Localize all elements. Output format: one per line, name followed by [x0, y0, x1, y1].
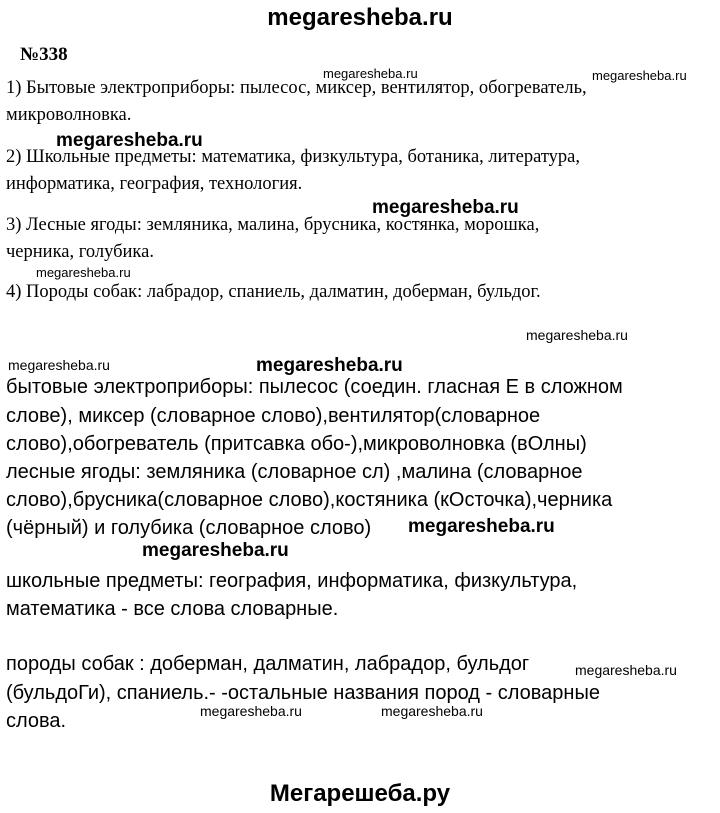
answer-line: информатика, география, технология.	[6, 174, 303, 194]
explanation-line: (бульдоГи), спаниель.- -остальные названия пород - словарные	[6, 682, 600, 704]
answer-line: 1) Бытовые электроприборы: пылесос, миксер, вентилятор, обогреватель,	[6, 78, 587, 98]
task-number: №338	[20, 44, 68, 65]
explanation-line: породы собак : доберман, далматин, лабрадор, бульдог	[6, 653, 530, 675]
answer-line: микроволновка.	[6, 105, 132, 125]
watermark: megaresheba.ru	[256, 355, 403, 376]
answer-line: 4) Породы собак: лабрадор, спаниель, далматин, доберман, бульдог.	[6, 282, 541, 302]
explanation-line: слове), миксер (словарное слово),вентилятор(словарное	[6, 405, 541, 427]
explanation-line: слово),обогреватель (притсавка обо-),микроволновка (вОлны)	[6, 433, 587, 455]
watermark: megaresheba.ru	[575, 662, 677, 678]
watermark: megaresheba.ru	[526, 327, 628, 343]
footer-title: Мегарешеба.ру	[269, 780, 451, 807]
explanation-line: бытовые электроприборы: пылесос (соедин. гласная Е в сложном	[6, 376, 623, 398]
watermark: megaresheba.ru	[592, 68, 687, 83]
explanation-line: слово),брусника(словарное слово),костяника (кОсточка),черника	[6, 489, 613, 511]
watermark: megaresheba.ru	[408, 516, 555, 537]
watermark: megaresheba.ru	[36, 265, 131, 280]
explanation-line: (чёрный) и голубика (словарное слово)	[6, 517, 372, 539]
explanation-line: слова.	[6, 710, 67, 732]
watermark: megaresheba.ru	[142, 540, 289, 561]
answer-line: 3) Лесные ягоды: земляника, малина, брусника, костянка, морошка,	[6, 215, 540, 235]
watermark: megaresheba.ru	[381, 703, 483, 719]
explanation-line: математика - все слова словарные.	[6, 598, 339, 620]
explanation-line: школьные предметы: география, информатика, физкультура,	[6, 570, 578, 592]
explanation-line: лесные ягоды: земляника (словарное сл) ,малина (словарное	[6, 461, 583, 483]
site-title: megaresheba.ru	[267, 4, 453, 31]
watermark: megaresheba.ru	[323, 66, 418, 81]
watermark: megaresheba.ru	[56, 130, 203, 151]
watermark: megaresheba.ru	[200, 703, 302, 719]
answer-line: 2) Школьные предметы: математика, физкультура, ботаника, литература,	[6, 147, 581, 167]
watermark: megaresheba.ru	[372, 197, 519, 218]
answer-line: черника, голубика.	[6, 242, 154, 262]
watermark: megaresheba.ru	[8, 357, 110, 373]
